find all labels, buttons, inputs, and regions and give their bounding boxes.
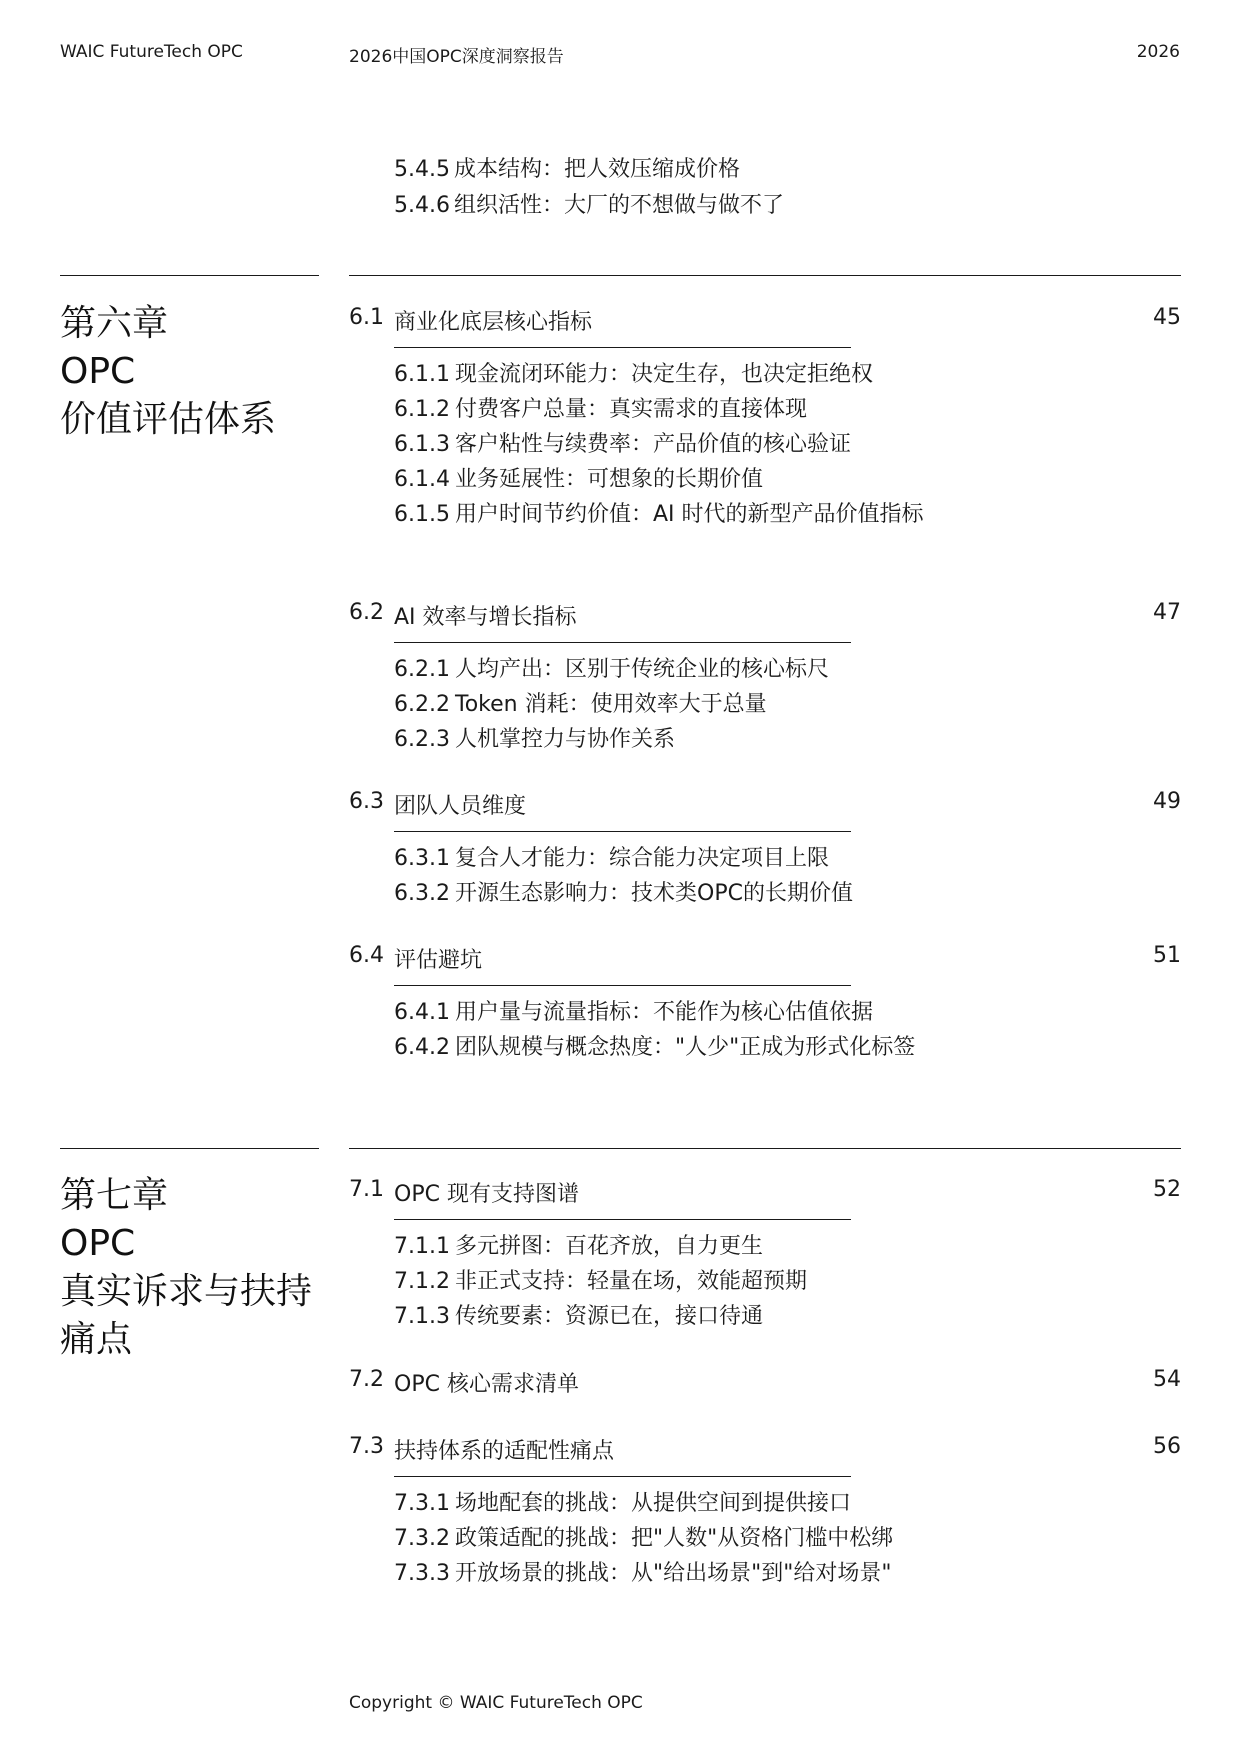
toc-subitem-title: 成本结构：把人效压缩成价格 [454, 157, 741, 182]
toc-subitem[interactable]: 7.3.1 场地配套的挑战：从提供空间到提供接口 [394, 1491, 852, 1516]
toc-subitem[interactable]: 7.1.2 非正式支持：轻量在场，效能超预期 [394, 1269, 808, 1294]
section-page-number: 52 [1153, 1177, 1181, 1202]
section-number: 6.4 [349, 943, 384, 968]
toc-subitem[interactable]: 6.1.2 付费客户总量：真实需求的直接体现 [394, 397, 808, 422]
toc-subitem[interactable]: 6.1.1 现金流闭环能力：决定生存，也决定拒绝权 [394, 362, 874, 387]
header-year: 2026 [1136, 42, 1180, 62]
section-number: 6.2 [349, 600, 384, 625]
section-page-number: 47 [1153, 600, 1181, 625]
section-number: 6.1 [349, 305, 384, 330]
section-underline [394, 1219, 851, 1220]
chapter-divider [60, 275, 319, 276]
toc-section-6-1[interactable] [349, 305, 1181, 335]
toc-subitem[interactable]: 6.1.4 业务延展性：可想象的长期价值 [394, 467, 764, 492]
section-number: 7.2 [349, 1367, 384, 1392]
toc-subitem-number: 5.4.6 [394, 193, 450, 218]
toc-subitem[interactable]: 6.3.1 复合人才能力：综合能力决定项目上限 [394, 846, 830, 871]
section-underline [394, 347, 851, 348]
section-number: 6.3 [349, 789, 384, 814]
chapter-divider [60, 1148, 319, 1149]
section-title: OPC 核心需求清单 [394, 1372, 579, 1397]
section-page-number: 56 [1153, 1434, 1181, 1459]
section-number: 7.3 [349, 1434, 384, 1459]
footer-copyright: Copyright © WAIC FutureTech OPC [349, 1693, 643, 1713]
toc-section-7-1[interactable] [349, 1177, 1181, 1207]
toc-divider [349, 1148, 1181, 1149]
section-page-number: 54 [1153, 1367, 1181, 1392]
toc-subitem[interactable]: 6.2.1 人均产出：区别于传统企业的核心标尺 [394, 657, 830, 682]
section-title: 扶持体系的适配性痛点 [394, 1439, 615, 1464]
section-title: 评估避坑 [394, 948, 483, 973]
toc-subitem[interactable]: 6.4.2 团队规模与概念热度："人少"正成为形式化标签 [394, 1035, 916, 1060]
header-title: 2026中国OPC深度洞察报告 [349, 47, 564, 67]
section-title: OPC 现有支持图谱 [394, 1182, 579, 1207]
toc-subitem-number: 5.4.5 [394, 157, 450, 182]
toc-subitem[interactable]: 6.4.1 用户量与流量指标：不能作为核心估值依据 [394, 1000, 874, 1025]
section-title: 团队人员维度 [394, 794, 527, 819]
toc-subitem[interactable]: 7.3.2 政策适配的挑战：把"人数"从资格门槛中松绑 [394, 1526, 894, 1551]
toc-subitem[interactable]: 7.1.1 多元拼图：百花齐放，自力更生 [394, 1234, 764, 1259]
toc-subitem[interactable]: 6.2.3 人机掌控力与协作关系 [394, 727, 676, 752]
toc-subitem[interactable]: 7.3.3 开放场景的挑战：从"给出场景"到"给对场景" [394, 1561, 892, 1586]
section-underline [394, 1476, 851, 1477]
section-title: 商业化底层核心指标 [394, 310, 593, 335]
toc-subitem[interactable]: 6.1.3 客户粘性与续费率：产品价值的核心验证 [394, 432, 852, 457]
section-underline [394, 985, 851, 986]
toc-section-6-3[interactable] [349, 789, 1181, 819]
toc-subitem[interactable]: 6.3.2 开源生态影响力：技术类OPC的长期价值 [394, 881, 853, 906]
section-underline [394, 831, 851, 832]
toc-section-6-4[interactable] [349, 943, 1181, 973]
toc-subitem[interactable]: 6.1.5 用户时间节约价值：AI 时代的新型产品价值指标 [394, 502, 924, 527]
section-title: AI 效率与增长指标 [394, 605, 577, 630]
toc-divider [349, 275, 1181, 276]
toc-subitem[interactable] [394, 152, 740, 183]
section-page-number: 45 [1153, 305, 1181, 330]
toc-subitem-title: 组织活性：大厂的不想做与做不了 [454, 193, 785, 218]
chapter-7-title: 第七章 OPC 真实诉求与扶持 痛点 [60, 1175, 313, 1360]
section-underline [394, 642, 851, 643]
toc-subitem[interactable]: 7.1.3 传统要素：资源已在，接口待通 [394, 1304, 764, 1329]
section-page-number: 51 [1153, 943, 1181, 968]
header-left: WAIC FutureTech OPC [60, 42, 243, 62]
section-number: 7.1 [349, 1177, 384, 1202]
toc-section-7-3[interactable] [349, 1434, 1181, 1464]
toc-subitem[interactable]: 6.2.2 Token 消耗：使用效率大于总量 [394, 692, 767, 717]
toc-section-6-2[interactable] [349, 600, 1181, 630]
section-page-number: 49 [1153, 789, 1181, 814]
toc-subitem[interactable] [394, 188, 784, 219]
chapter-6-title: 第六章 OPC 价值评估体系 [60, 303, 277, 440]
toc-section-7-2[interactable] [349, 1367, 1181, 1397]
